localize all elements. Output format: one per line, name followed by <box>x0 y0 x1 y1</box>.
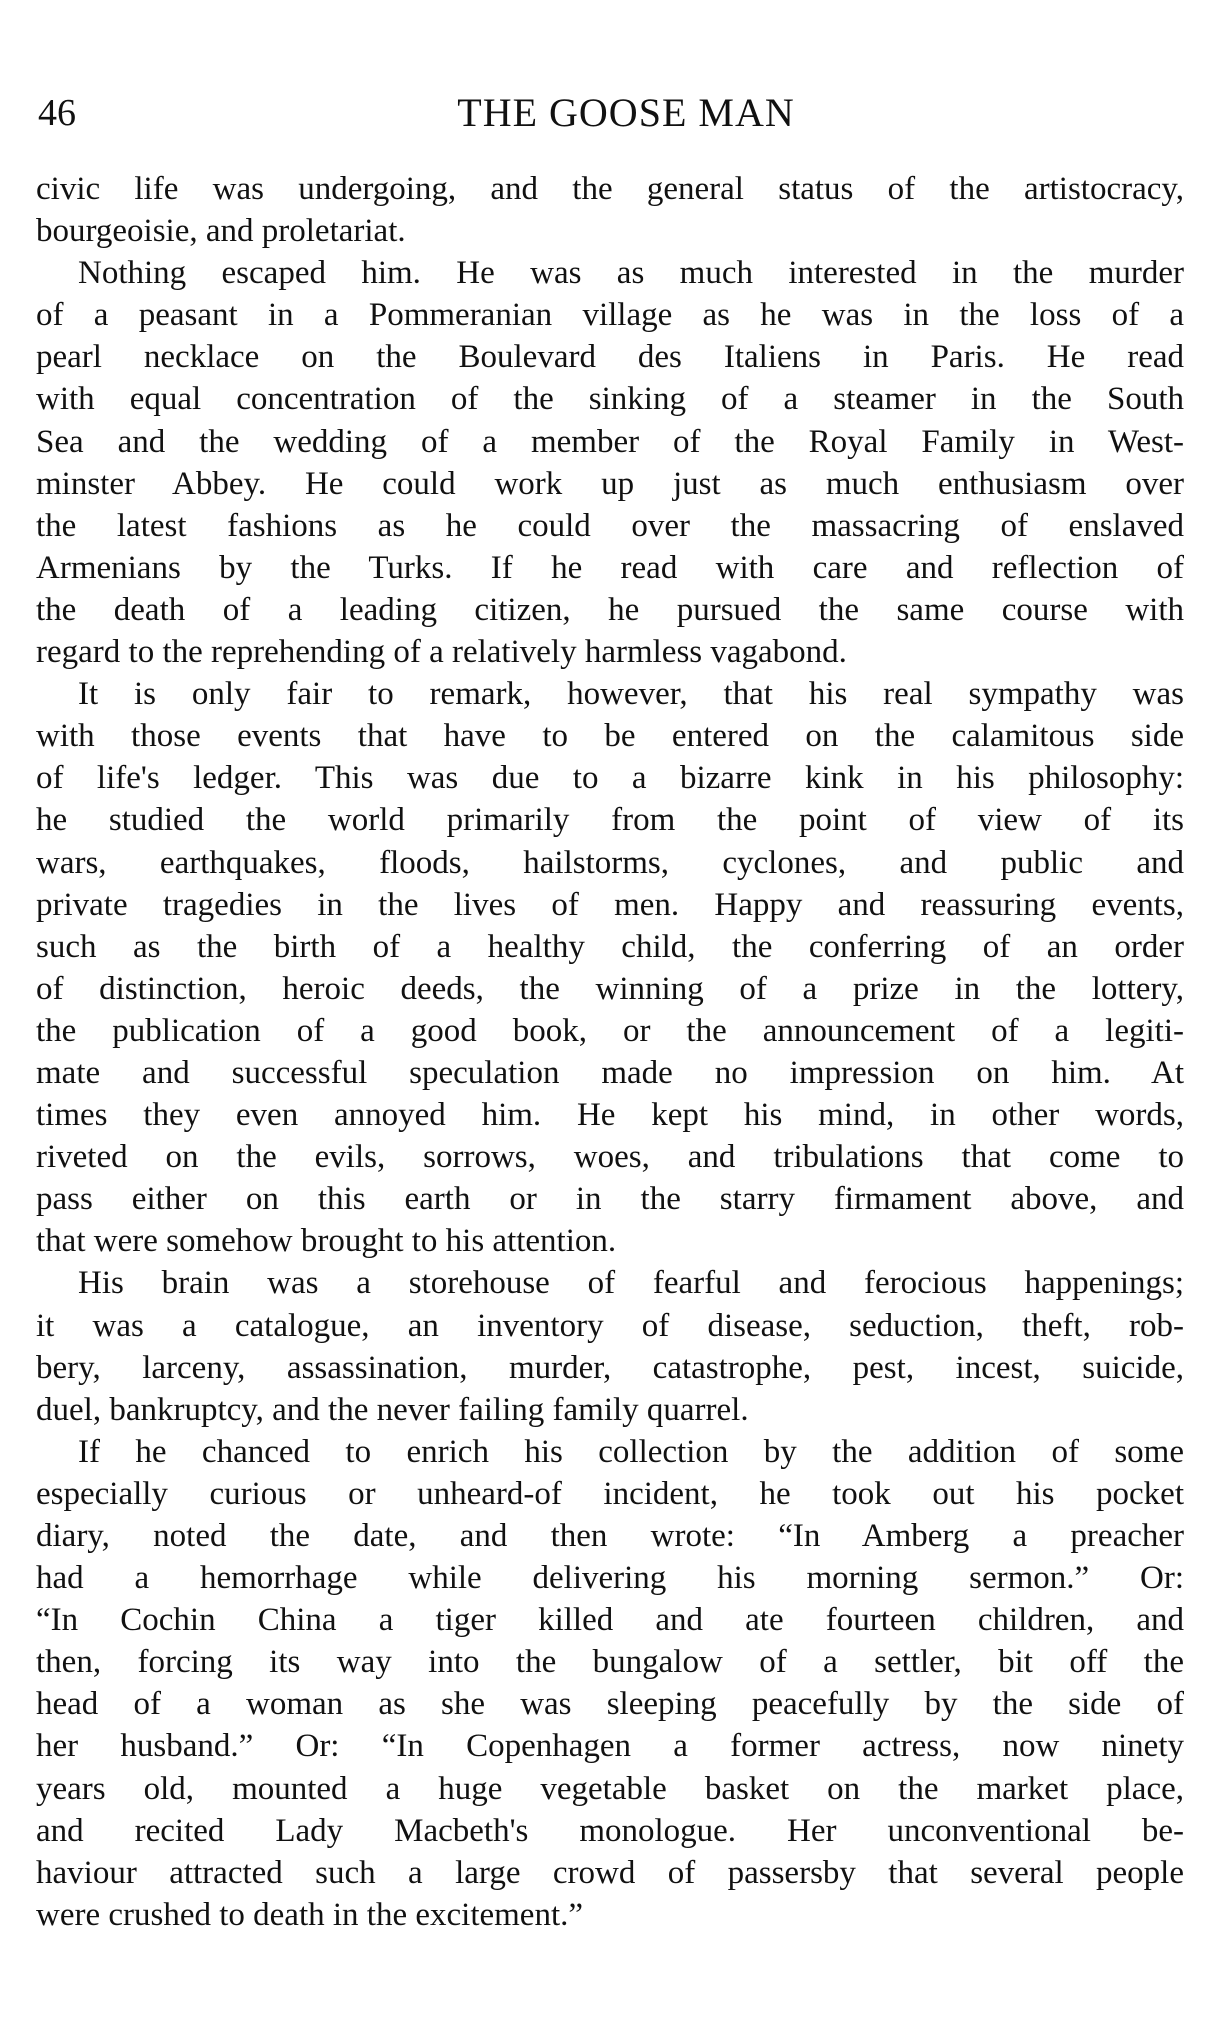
body-text <box>36 168 1184 1936</box>
text-line: His brain was a storehouse of fearful and ferocious happenings; <box>78 1265 1184 1302</box>
text-line: haviour attracted such a large crowd of passersby that several people <box>36 1854 1184 1891</box>
text-line: diary, noted the date, and then wrote: “In Amberg a preacher <box>36 1518 1184 1554</box>
text-line: the latest fashions as he could over the massacring of enslaved <box>36 507 1184 544</box>
text-line: he studied the world primarily from the point of view of its <box>36 802 1184 839</box>
text-line: with equal concentration of the sinking of a steamer in the South <box>36 381 1184 418</box>
text-line: of distinction, heroic deeds, the winning of a prize in the lottery, <box>36 970 1184 1007</box>
text-line: mate and successful speculation made no impression on him. At <box>36 1054 1184 1091</box>
text-line: private tragedies in the lives of men. Happy and reassuring events, <box>36 886 1184 923</box>
text-line: “In Cochin China a tiger killed and ate fourteen children, and <box>36 1602 1184 1639</box>
text-line: times they even annoyed him. He kept his mind, in other words, <box>36 1097 1184 1134</box>
text-line: It is only fair to remark, however, that his real sympathy was <box>78 676 1184 713</box>
text-line: were crushed to death in the excitement.” <box>36 1896 584 1933</box>
text-line: of life's ledger. This was due to a bizarre kink in his philosophy: <box>36 760 1184 797</box>
text-line: then, forcing its way into the bungalow of a settler, bit off the <box>36 1644 1184 1681</box>
text-line: Nothing escaped him. He was as much interested in the murder <box>78 255 1184 292</box>
text-line: of a peasant in a Pommeranian village as he was in the loss of a <box>36 297 1184 334</box>
text-line: with those events that have to be entered on the calamitous side <box>36 718 1184 755</box>
text-line: especially curious or unheard-of incident, he took out his pocket <box>36 1475 1184 1512</box>
text-line: civic life was undergoing, and the general status of the artistocracy, <box>36 171 1184 207</box>
running-title: THE GOOSE MAN <box>457 90 795 135</box>
text-line: duel, bankruptcy, and the never failing family quarrel. <box>36 1391 749 1428</box>
text-line: riveted on the evils, sorrows, woes, and tribulations that come to <box>36 1139 1184 1176</box>
text-line: bery, larceny, assassination, murder, catastrophe, pest, incest, suicide, <box>36 1349 1184 1386</box>
text-line: and recited Lady Macbeth's monologue. Her unconventional be- <box>36 1812 1184 1849</box>
text-line: Armenians by the Turks. If he read with care and reflection of <box>36 549 1184 586</box>
text-line: bourgeoisie, and proletariat. <box>36 213 406 250</box>
text-line: her husband.” Or: “In Copenhagen a former actress, now ninety <box>36 1728 1184 1765</box>
text-line: the publication of a good book, or the announcement of a legiti- <box>36 1012 1184 1049</box>
text-line: wars, earthquakes, floods, hailstorms, cyclones, and public and <box>36 844 1184 881</box>
text-line: Sea and the wedding of a member of the Royal Family in West- <box>36 423 1184 460</box>
text-line: that were somehow brought to his attention. <box>36 1223 617 1260</box>
text-line: the death of a leading citizen, he pursued the same course with <box>36 591 1184 628</box>
text-line: head of a woman as she was sleeping peacefully by the side of <box>36 1686 1184 1723</box>
text-line: years old, mounted a huge vegetable basket on the market place, <box>36 1770 1184 1807</box>
text-line: regard to the reprehending of a relatively harmless vagabond. <box>36 634 847 671</box>
text-line: had a hemorrhage while delivering his morning sermon.” Or: <box>36 1560 1184 1597</box>
page-number: 46 <box>38 92 76 134</box>
text-line: pass either on this earth or in the starry firmament above, and <box>36 1181 1184 1218</box>
text-line: it was a catalogue, an inventory of disease, seduction, theft, rob- <box>36 1307 1184 1344</box>
text-line: minster Abbey. He could work up just as much enthusiasm over <box>36 465 1184 502</box>
text-line: pearl necklace on the Boulevard des Italiens in Paris. He read <box>36 339 1184 376</box>
text-line: If he chanced to enrich his collection by the addition of some <box>78 1433 1184 1470</box>
text-line: such as the birth of a healthy child, the conferring of an order <box>36 928 1184 965</box>
